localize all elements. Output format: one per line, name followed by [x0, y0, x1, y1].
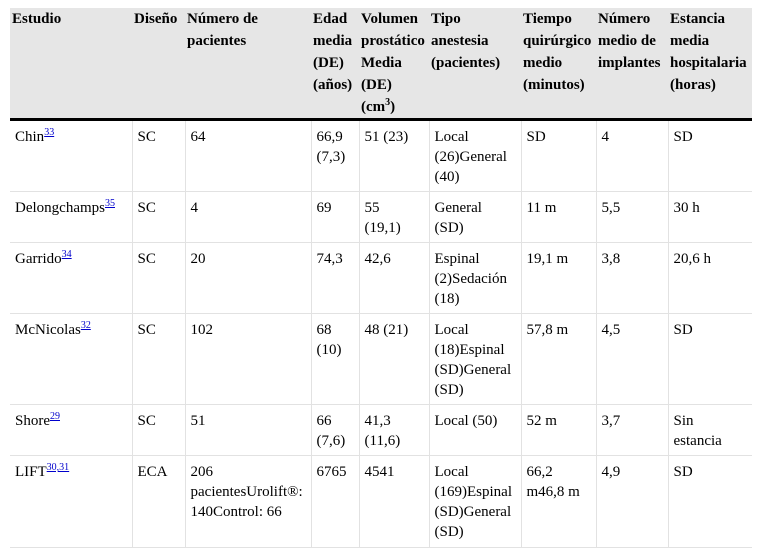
- cell-edad-line: 74,3: [316, 251, 343, 267]
- cell-anestesia-line: General: [434, 200, 482, 216]
- reference-link[interactable]: 35: [104, 198, 115, 209]
- cell-pacientes-line: pacientesUrolift®:: [190, 484, 303, 500]
- cell-estancia-line: estancia: [673, 433, 722, 449]
- cell-volumen: [359, 192, 429, 243]
- cell-anestesia-line: Local (50): [434, 413, 498, 429]
- cell-implantes-value: 3,8: [601, 251, 621, 267]
- cell-anestesia: [429, 192, 521, 243]
- cell-implantes: [596, 192, 668, 243]
- cell-tiempo-line: 19,1 m: [526, 251, 569, 267]
- cell-estudio: [10, 405, 132, 456]
- table-row: [10, 120, 752, 192]
- study-name: Chin: [15, 129, 45, 145]
- cell-anestesia-line: Local: [434, 464, 469, 480]
- table-row: [10, 456, 752, 548]
- studies-table: [10, 8, 752, 548]
- cell-estancia-line: SD: [673, 129, 693, 145]
- cell-edad-line: (7,3): [316, 149, 346, 165]
- cell-pacientes: [185, 314, 311, 405]
- cell-estancia: [668, 243, 752, 314]
- cell-volumen-line: (11,6): [364, 433, 401, 449]
- cell-implantes: [596, 456, 668, 548]
- cell-implantes: [596, 120, 668, 192]
- cell-tiempo: [521, 243, 596, 314]
- cell-implantes: [596, 243, 668, 314]
- cell-pacientes-line: 64: [190, 129, 206, 145]
- cell-estudio: [10, 192, 132, 243]
- cell-implantes: [596, 314, 668, 405]
- cell-volumen-line: 42,6: [364, 251, 391, 267]
- reference-link[interactable]: 33: [44, 127, 55, 138]
- cell-pacientes: [185, 192, 311, 243]
- cell-anestesia-line: (18): [434, 291, 460, 307]
- cell-anestesia: [429, 243, 521, 314]
- cell-tiempo-line: 11 m: [526, 200, 557, 216]
- cell-volumen: [359, 120, 429, 192]
- cell-pacientes: [185, 120, 311, 192]
- cell-anestesia-line: Espinal: [434, 251, 480, 267]
- cell-anestesia-line: Local: [434, 322, 469, 338]
- reference-link[interactable]: 29: [50, 411, 60, 422]
- cell-diseno: [132, 405, 185, 456]
- cell-edad-line: (7,6): [316, 433, 346, 449]
- cell-edad-line: 66,9: [316, 129, 343, 145]
- cell-diseno-value: SC: [137, 251, 156, 267]
- cell-implantes-value: 4,9: [601, 464, 621, 480]
- cell-implantes-value: 3,7: [601, 413, 621, 429]
- cell-diseno-value: SC: [137, 200, 156, 216]
- table-body: [10, 120, 752, 548]
- study-name: Delongchamps: [15, 200, 105, 216]
- cell-pacientes-line: 140Control: 66: [190, 504, 282, 520]
- cell-estudio: [10, 456, 132, 548]
- cell-edad: [311, 314, 359, 405]
- cell-anestesia-line: (2)Sedación: [434, 271, 507, 287]
- cell-anestesia-line: (SD)General: [434, 362, 512, 378]
- header-tiempo: Tiempo quirúrgico medio (minutos): [521, 8, 596, 120]
- cell-tiempo-line: 52 m: [526, 413, 557, 429]
- cell-volumen-line: (19,1): [364, 220, 401, 236]
- study-name: Garrido: [15, 251, 62, 267]
- cell-pacientes-line: 4: [190, 200, 198, 216]
- cell-estancia-line: Sin: [673, 413, 694, 429]
- cell-edad-line: 69: [316, 200, 332, 216]
- cell-anestesia-line: Local: [434, 129, 469, 145]
- cell-tiempo: [521, 314, 596, 405]
- cell-estudio: [10, 243, 132, 314]
- cell-volumen-line: 4541: [364, 464, 395, 480]
- cell-diseno: [132, 192, 185, 243]
- cell-anestesia: [429, 314, 521, 405]
- cell-anestesia-line: (SD): [434, 220, 464, 236]
- cell-estancia: [668, 456, 752, 548]
- cell-anestesia-line: (26)General: [434, 149, 507, 165]
- cell-diseno-value: SC: [137, 322, 156, 338]
- cell-estancia: [668, 120, 752, 192]
- cell-estancia-line: 30 h: [673, 200, 700, 216]
- cell-tiempo: [521, 456, 596, 548]
- cell-diseno-value: SC: [137, 129, 156, 145]
- cell-edad: [311, 456, 359, 548]
- cell-implantes-value: 4: [601, 129, 609, 145]
- cell-volumen: [359, 405, 429, 456]
- cell-edad: [311, 120, 359, 192]
- table-row: [10, 314, 752, 405]
- cell-volumen: [359, 314, 429, 405]
- reference-link[interactable]: 30,31: [46, 462, 70, 473]
- header-edad: Edad media (DE) (años): [311, 8, 359, 120]
- cell-volumen-line: 41,3: [364, 413, 391, 429]
- cell-pacientes-line: 20: [190, 251, 206, 267]
- header-diseno: Diseño: [132, 8, 185, 120]
- header-estancia: Estancia media hospitalaria (horas): [668, 8, 752, 120]
- cell-diseno: [132, 314, 185, 405]
- cell-tiempo-line: 57,8 m: [526, 322, 569, 338]
- cell-edad-line: (10): [316, 342, 342, 358]
- header-implantes: Número medio de implantes: [596, 8, 668, 120]
- cell-pacientes-line: 206: [190, 464, 213, 480]
- cell-pacientes-line: 51: [190, 413, 206, 429]
- cell-tiempo: [521, 192, 596, 243]
- cell-tiempo: [521, 120, 596, 192]
- cell-volumen-line: 48 (21): [364, 322, 409, 338]
- cell-pacientes: [185, 456, 311, 548]
- cell-anestesia: [429, 120, 521, 192]
- cell-estancia: [668, 192, 752, 243]
- cell-volumen: [359, 243, 429, 314]
- cell-diseno: [132, 120, 185, 192]
- cell-diseno-value: ECA: [137, 464, 168, 480]
- reference-link[interactable]: 34: [61, 249, 72, 260]
- cell-implantes-value: 5,5: [601, 200, 621, 216]
- cell-anestesia-line: (40): [434, 169, 460, 185]
- cell-edad-line: 6765: [316, 464, 347, 480]
- table-row: [10, 243, 752, 314]
- cell-estudio: [10, 120, 132, 192]
- table-row: [10, 192, 752, 243]
- study-name: Shore: [15, 413, 50, 429]
- cell-anestesia: [429, 456, 521, 548]
- cell-estancia-line: 20,6 h: [673, 251, 711, 267]
- cell-anestesia-line: (SD): [434, 382, 464, 398]
- header-volumen: Volumen prostático Media (DE) $(cm^3)$: [359, 8, 429, 120]
- reference-link[interactable]: 32: [80, 320, 91, 331]
- cell-implantes: [596, 405, 668, 456]
- cell-anestesia-line: (SD): [434, 524, 464, 540]
- cell-estancia-line: SD: [673, 464, 693, 480]
- cell-tiempo-line: m46,8 m: [526, 484, 580, 500]
- header-num-pacientes: Número de pacientes: [185, 8, 311, 120]
- cell-edad-line: 68: [316, 322, 332, 338]
- cell-estancia-line: SD: [673, 322, 693, 338]
- study-name: LIFT: [15, 464, 47, 480]
- cell-anestesia-line: (SD)General: [434, 504, 512, 520]
- cell-tiempo: [521, 405, 596, 456]
- header-anestesia: Tipo anestesia (pacientes): [429, 8, 521, 120]
- cell-implantes-value: 4,5: [601, 322, 621, 338]
- cell-edad: [311, 243, 359, 314]
- cell-pacientes-line: 102: [190, 322, 213, 338]
- cell-volumen-line: 51 (23): [364, 129, 409, 145]
- study-name: McNicolas: [15, 322, 81, 338]
- cell-anestesia-line: (18)Espinal: [434, 342, 505, 358]
- cell-anestesia: [429, 405, 521, 456]
- cell-edad: [311, 405, 359, 456]
- cell-tiempo-line: 66,2: [526, 464, 553, 480]
- cell-diseno-value: SC: [137, 413, 156, 429]
- cell-tiempo-line: SD: [526, 129, 546, 145]
- cell-edad: [311, 192, 359, 243]
- cell-diseno: [132, 456, 185, 548]
- cell-volumen: [359, 456, 429, 548]
- cell-estancia: [668, 314, 752, 405]
- table-row: [10, 405, 752, 456]
- cell-pacientes: [185, 405, 311, 456]
- cell-diseno: [132, 243, 185, 314]
- cell-estancia: [668, 405, 752, 456]
- header-estudio: Estudio: [10, 8, 132, 120]
- table-header-row: [10, 8, 752, 120]
- cell-volumen-line: 55: [364, 200, 380, 216]
- cell-edad-line: 66: [316, 413, 332, 429]
- cell-estudio: [10, 314, 132, 405]
- cell-pacientes: [185, 243, 311, 314]
- cell-anestesia-line: (169)Espinal: [434, 484, 512, 500]
